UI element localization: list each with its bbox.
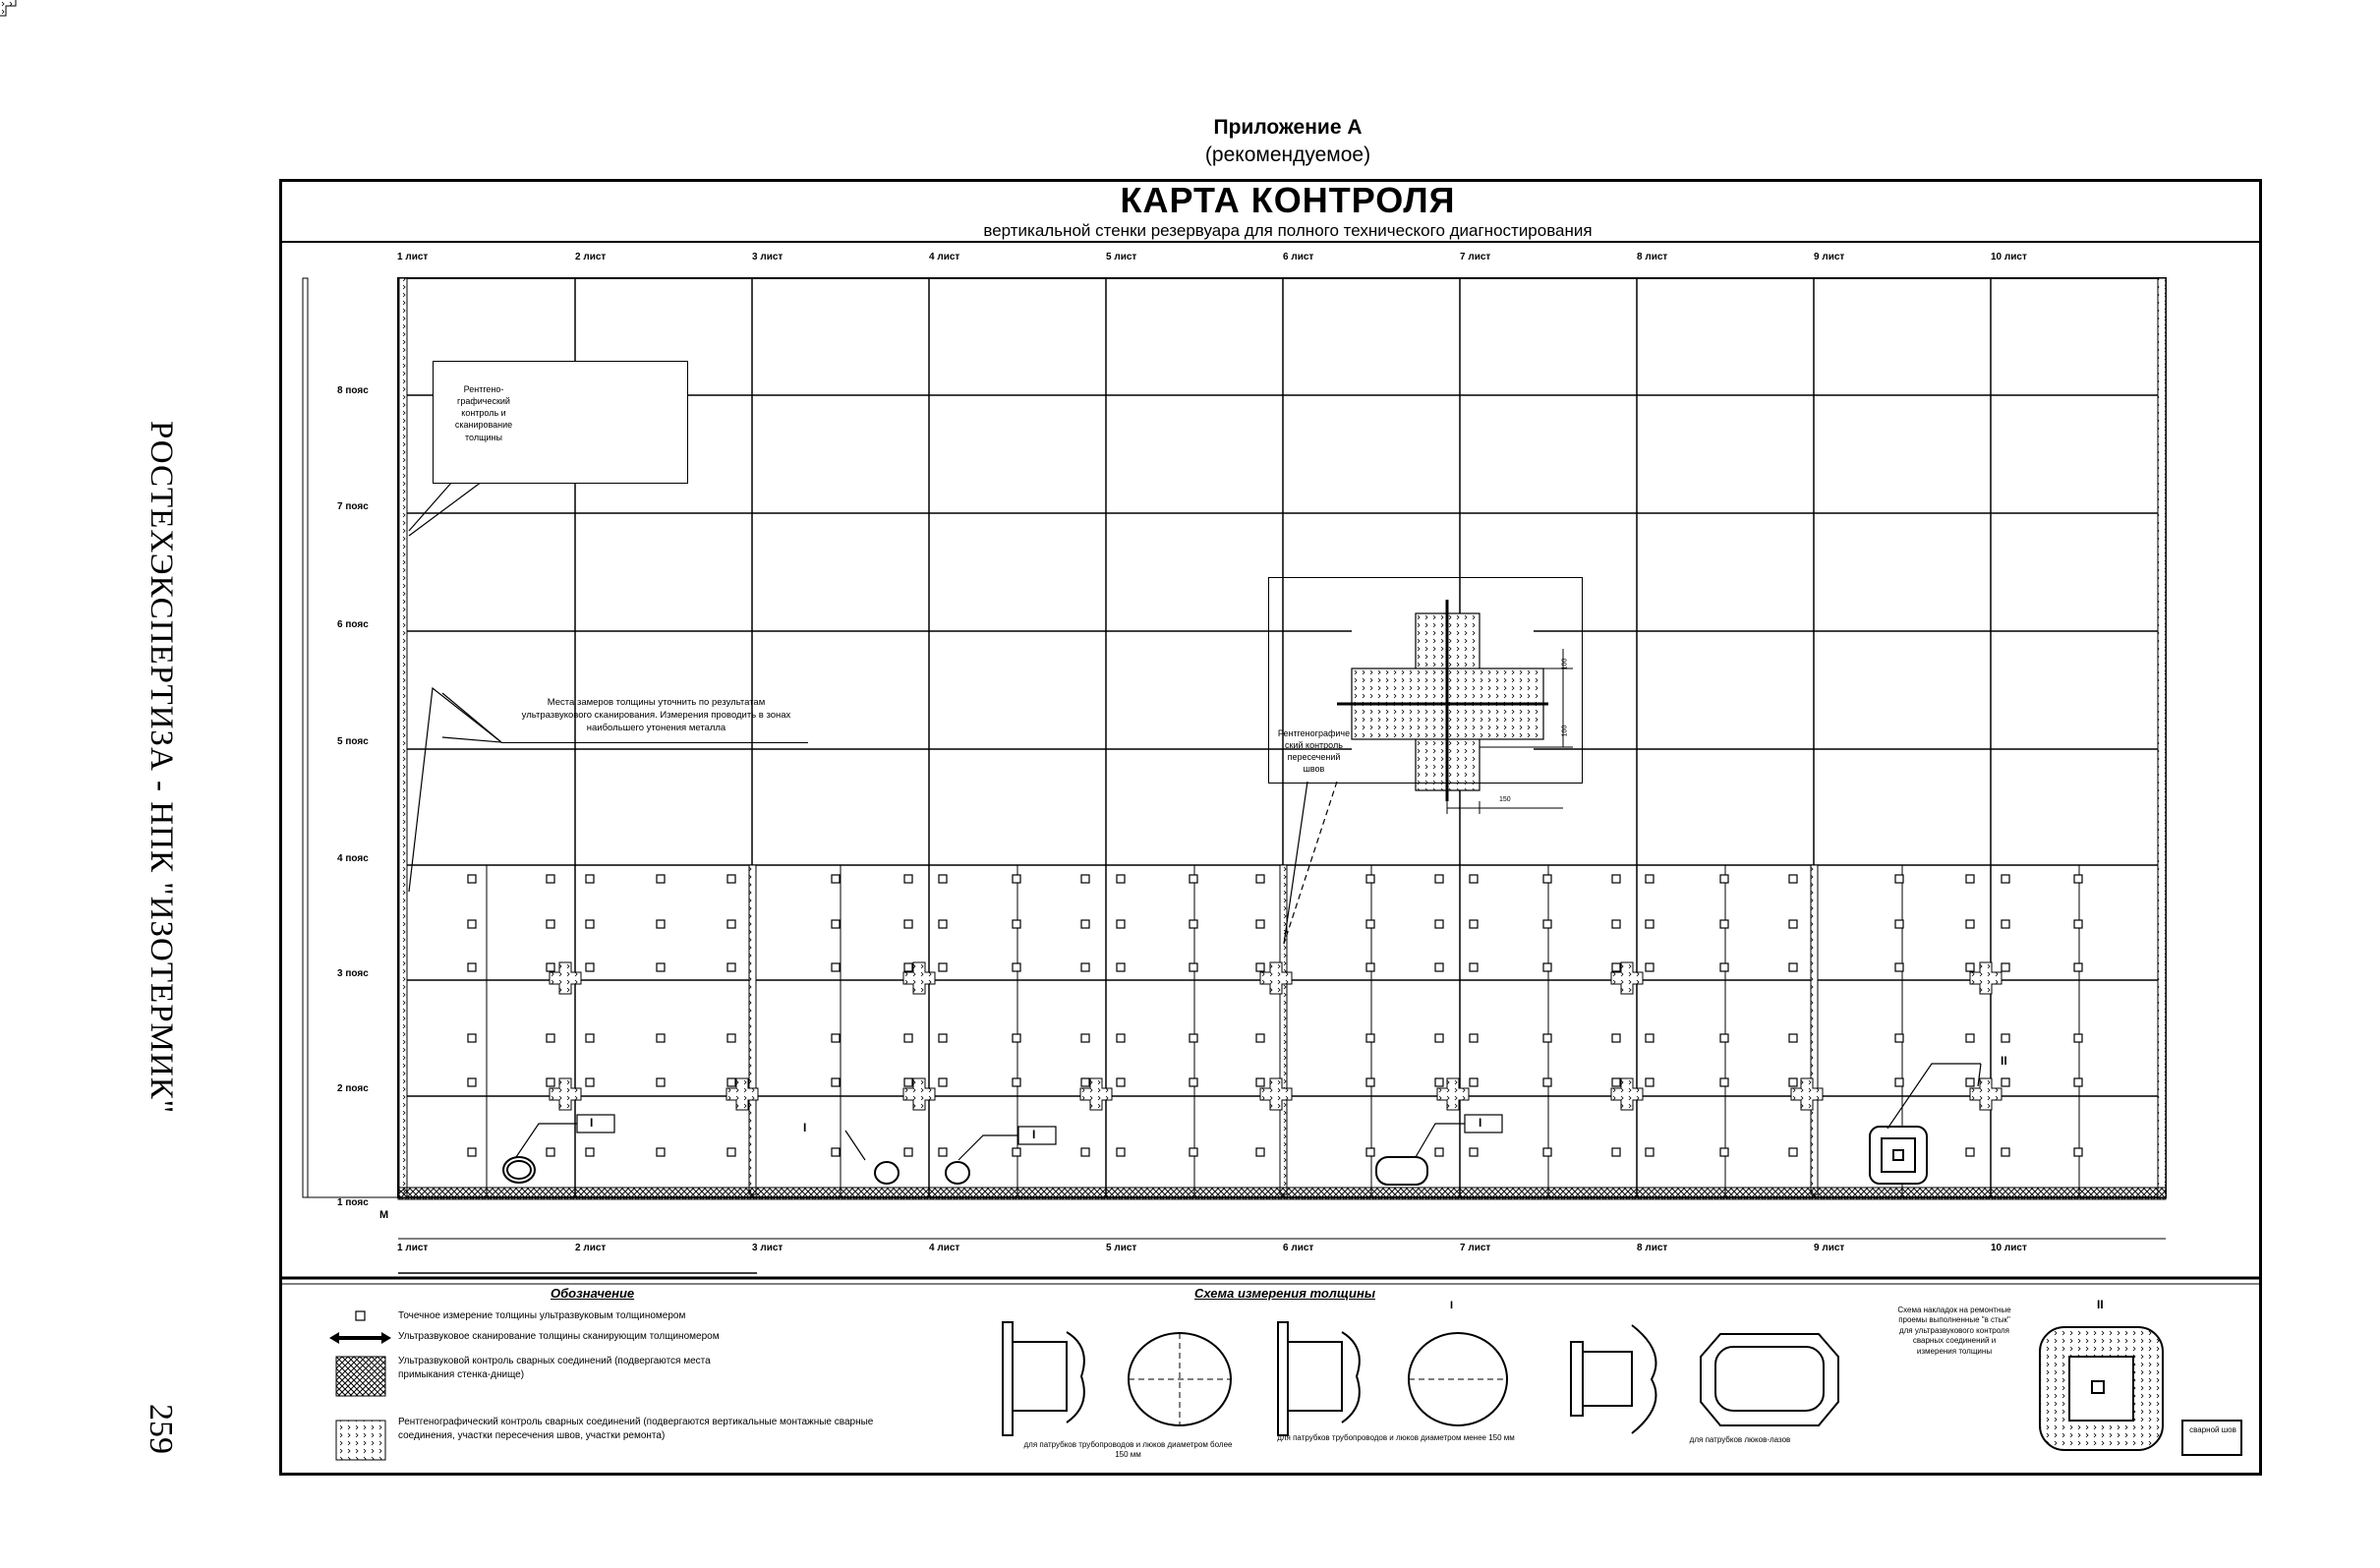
thickness-note-underline <box>501 742 808 743</box>
scheme-caption-large: для патрубков трубопроводов и люков диаметром более 150 мм <box>1023 1440 1233 1460</box>
sheet-label-bottom: 5 лист <box>1106 1243 1137 1253</box>
dim-100-b: 100 <box>1561 725 1569 737</box>
marker-i: I <box>1032 1128 1036 1141</box>
nozzles <box>503 1127 1927 1185</box>
marker-ii: II <box>2001 1054 2007 1068</box>
appendix-title: Приложение А <box>1213 116 1363 139</box>
legend-item-radiography: Рентгенографический контроль сварных соединений (подвергаются вертикальные монтажные сварные соединения, участки пересечения швов, участки ремонта) <box>398 1417 874 1441</box>
callout-crossings-text: Рентгенографиче ский контроль пересечений швов <box>1277 728 1351 775</box>
sheet-label-bottom: 1 лист <box>397 1243 429 1253</box>
marker-i: I <box>803 1121 807 1134</box>
sheet-label-top: 3 лист <box>752 252 784 262</box>
map-subtitle: вертикальной стенки резервуара для полного технического диагностирования <box>983 221 1593 240</box>
sheet-label-top: 9 лист <box>1814 252 1845 262</box>
side-publisher-text: РОСТЕХЭКСПЕРТИЗА - НПК "ИЗОТЕРМИК" <box>144 421 179 1115</box>
sheet-label-bottom: 2 лист <box>575 1243 607 1253</box>
sheet-label-top: 7 лист <box>1460 252 1491 262</box>
sheet-label-top: 2 лист <box>575 252 607 262</box>
marker-m: М <box>379 1209 389 1221</box>
marker-i: I <box>1479 1116 1482 1130</box>
sheet-label-top: 6 лист <box>1283 252 1314 262</box>
legend-item-point: Точечное измерение толщины ультразвуковым толщиномером <box>398 1310 686 1321</box>
sheet-label-top: 4 лист <box>929 252 960 262</box>
scheme-caption-small: для патрубков трубопроводов и люков диаметром менее 150 мм <box>1277 1433 1515 1442</box>
dim-100-a: 100 <box>1561 658 1569 670</box>
legend-item-ut: Ультразвуковой контроль сварных соединений (подвергаются места примыкания стенка-днище) <box>398 1356 711 1380</box>
callout-thickness-note <box>511 693 801 764</box>
marker-i: I <box>590 1116 594 1130</box>
appendix-subtitle: (рекомендуемое) <box>1204 144 1371 166</box>
sheet-label-bottom: 8 лист <box>1637 1243 1668 1253</box>
sheet-label-bottom: 9 лист <box>1814 1243 1845 1253</box>
legend-header: Обозначение <box>551 1286 635 1301</box>
callout-thickness-note-text: Места замеров толщины уточнить по результатам ультразвукового сканирования. Измерения проводить в зонах наибольшего утонения металла <box>521 697 791 733</box>
sheet-label-top: 10 лист <box>1991 252 2027 262</box>
measurement-points <box>468 875 2082 1156</box>
belt-label: 4 пояс <box>337 853 369 864</box>
map-title: КАРТА КОНТРОЛЯ <box>1120 180 1456 220</box>
marker-ii: II <box>2097 1298 2104 1311</box>
bottom-ut-band <box>398 1188 2166 1199</box>
legend-symbols <box>329 1311 391 1460</box>
page-number: 259 <box>143 1404 179 1454</box>
dim-150: 150 <box>1499 796 1511 803</box>
sheet-label-top: 1 лист <box>397 252 429 262</box>
belt-label: 6 пояс <box>337 619 369 630</box>
belt-label: 2 пояс <box>337 1083 369 1094</box>
callout-radiography-scan <box>433 361 688 484</box>
sheet-label-top: 5 лист <box>1106 252 1137 262</box>
marker-i: I <box>1450 1300 1454 1311</box>
belt-label: 7 пояс <box>337 501 369 512</box>
scheme-header: Схема измерения толщины <box>1194 1286 1375 1301</box>
scheme-weld-label: сварной шов <box>2189 1425 2236 1434</box>
callout-radiography-scan-text: Рентгено-графический контроль и сканирование толщины <box>454 384 513 442</box>
legend-item-scan: Ультразвуковое сканирование толщины сканирующим толщиномером <box>398 1331 720 1342</box>
sheet-label-bottom: 6 лист <box>1283 1243 1314 1253</box>
scheme-patch-note: Схема накладок на ремонтные проемы выполненные "в стык" для ультразвукового контроля сварных соединений и измерения толщины <box>1897 1306 2011 1356</box>
scheme-drawings <box>1003 1322 2241 1455</box>
sheet-label-top: 8 лист <box>1637 252 1668 262</box>
sheet-label-bottom: 4 лист <box>929 1243 960 1253</box>
callout-crossings <box>1268 577 1583 784</box>
sheet-label-bottom: 3 лист <box>752 1243 784 1253</box>
scheme-caption-manhole: для патрубков люков-лазов <box>1689 1435 1791 1444</box>
belt-label: 8 пояс <box>337 385 369 396</box>
sheet-label-bottom: 7 лист <box>1460 1243 1491 1253</box>
belt-label: 5 пояс <box>337 736 369 747</box>
belt-label: 3 пояс <box>337 968 369 979</box>
sheet-label-bottom: 10 лист <box>1991 1243 2027 1253</box>
belt-label: 1 пояс <box>337 1197 369 1208</box>
